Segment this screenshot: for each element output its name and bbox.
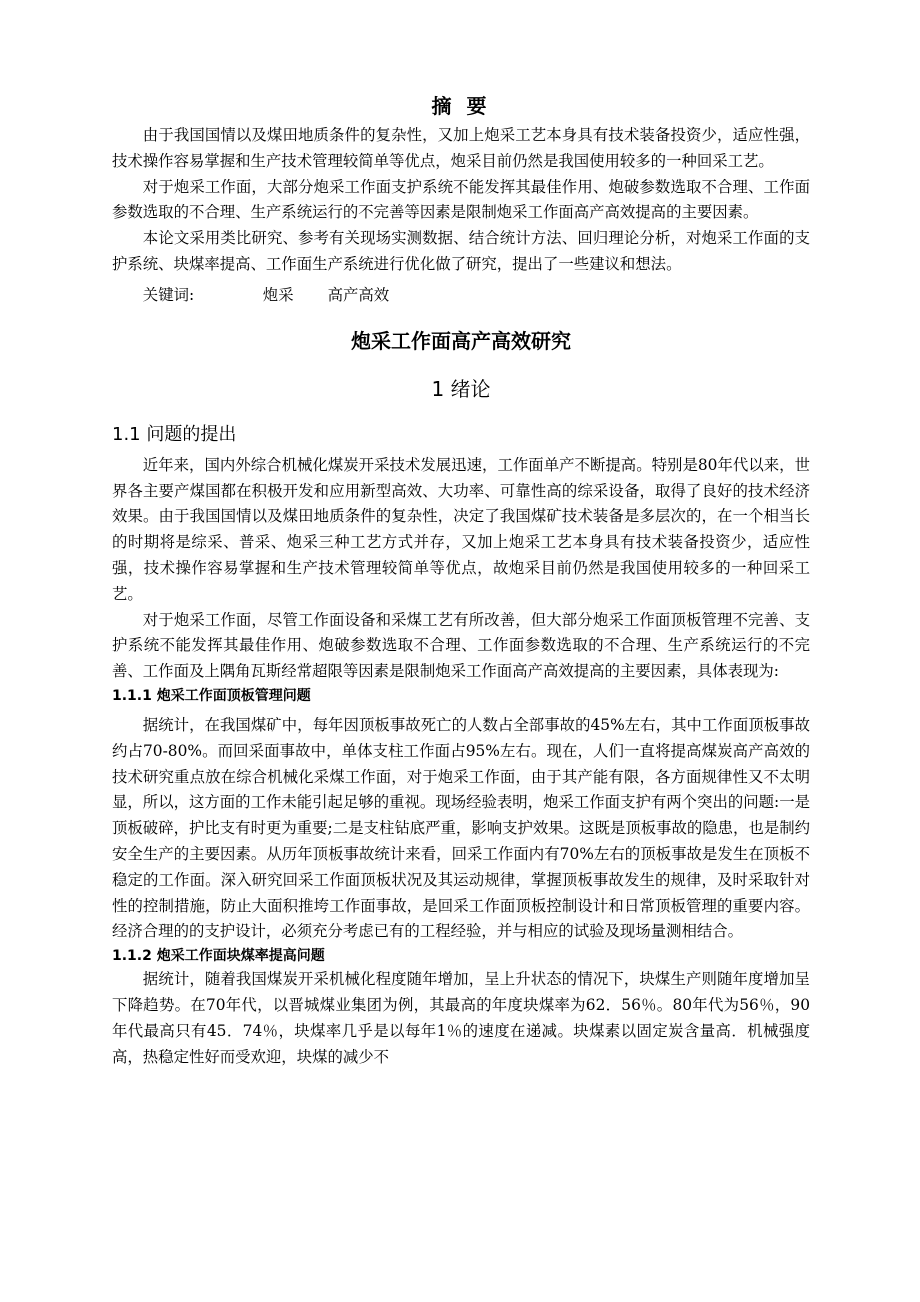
paper-title: 炮采工作面高产高效研究 bbox=[351, 328, 571, 353]
page-content bbox=[112, 93, 810, 1070]
body-paragraph: 对于炮采工作面，尽管工作面设备和采煤工艺有所改善，但大部分炮采工作面顶板管理不完善、支护系统不能发挥其最佳作用、炮破参数选取不合理、工作面参数选取的不合理、生产系统运行的不完善、工作面及上隅角瓦斯经常超限等因素是限制炮采工作面高产高效提高的主要因素，具体表现为: bbox=[112, 610, 810, 681]
abstract-title: 摘 要 bbox=[431, 94, 491, 118]
keyword: 高产高效 bbox=[327, 285, 390, 304]
keywords-label: 关键词: bbox=[142, 285, 195, 304]
chapter-title: 1 绪论 bbox=[431, 376, 491, 401]
section-heading: 1.1 问题的提出 bbox=[112, 423, 237, 445]
keywords-line bbox=[112, 282, 810, 309]
body-paragraph: 据统计，在我国煤矿中，每年因顶板事故死亡的人数占全部事故的45%左右，其中工作面顶板事故约占70-80%。而回采面事故中，单体支柱工作面占95%左右。现在，人们一直将提高煤炭高产高效的技术研究重点放在综合机械化采煤工作面，对于炮采工作面，由于其产能有限，各方面规律性又不太明显，所以，这方面的工作未能引起足够的重视。现场经验表明，炮采工作面支护有两个突出的问题:一是顶板破碎，护比支有时更为重要;二是支柱钻底严重，影响支护效果。这既是顶板事故的隐患，也是制约安全生产的主要因素。从历年顶板事故统计来看，回采工作面内有70%左右的顶板事故是发生在顶板不稳定的工作面。深入研究回采工作面顶板状况及其运动规律，掌握顶板事故发生的规律，及时采取针对性的控制措施，防止大面积推垮工作面事故，是回采工作面顶板控制设计和日常顶板管理的重要内容。经济合理的的支护设计，必须充分考虑已有的工程经验，并与相应的试验及现场量测相结合。 bbox=[112, 715, 810, 941]
abstract-paragraph: 由于我国国情以及煤田地质条件的复杂性，又加上炮采工艺本身具有技术装备投资少，适应性强，技术操作容易掌握和生产技术管理较简单等优点，炮采目前仍然是我国使用较多的一种回采工艺。 bbox=[112, 126, 810, 170]
keyword: 炮采 bbox=[262, 285, 294, 304]
body-paragraph: 据统计，随着我国煤炭开采机械化程度随年增加，呈上升状态的情况下，块煤生产则随年度增加呈下降趋势。在70年代，以晋城煤业集团为例，其最高的年度块煤率为62．56％。80年代为56％，90年代最高只有45．74％，块煤率几乎是以每年1％的速度在递减。块煤素以固定炭含量高．机械强度高，热稳定性好而受欢迎，块煤的减少不 bbox=[112, 970, 810, 1066]
abstract-paragraph: 对于炮采工作面，大部分炮采工作面支护系统不能发挥其最佳作用、炮破参数选取不合理、工作面参数选取的不合理、生产系统运行的不完善等因素是限制炮采工作面高产高效提高的主要因素。 bbox=[112, 177, 810, 222]
abstract-paragraph: 本论文采用类比研究、参考有关现场实测数据、结合统计方法、回归理论分析，对炮采工作面的支护系统、块煤率提高、工作面生产系统进行优化做了研究，提出了一些建议和想法。 bbox=[112, 229, 810, 273]
subsection-heading: 1.1.2 炮采工作面块煤率提高问题 bbox=[112, 948, 325, 965]
subsection-heading: 1.1.1 炮采工作面顶板管理问题 bbox=[112, 687, 311, 704]
body-paragraph: 近年来，国内外综合机械化煤炭开采技术发展迅速，工作面单产不断提高。特别是80年代以来，世界各主要产煤国都在积极开发和应用新型高效、大功率、可靠性高的综采设备，取得了良好的技术经济效果。由于我国国情以及煤田地质条件的复杂性，决定了我国煤矿技术装备是多层次的，在一个相当长的时期将是综采、普采、炮采三种工艺方式并存，又加上炮采工艺本身具有技术装备投资少，适应性强，技术操作容易掌握和生产技术管理较简单等优点，故炮采目前仍然是我国使用较多的一种回采工艺。 bbox=[112, 455, 810, 603]
